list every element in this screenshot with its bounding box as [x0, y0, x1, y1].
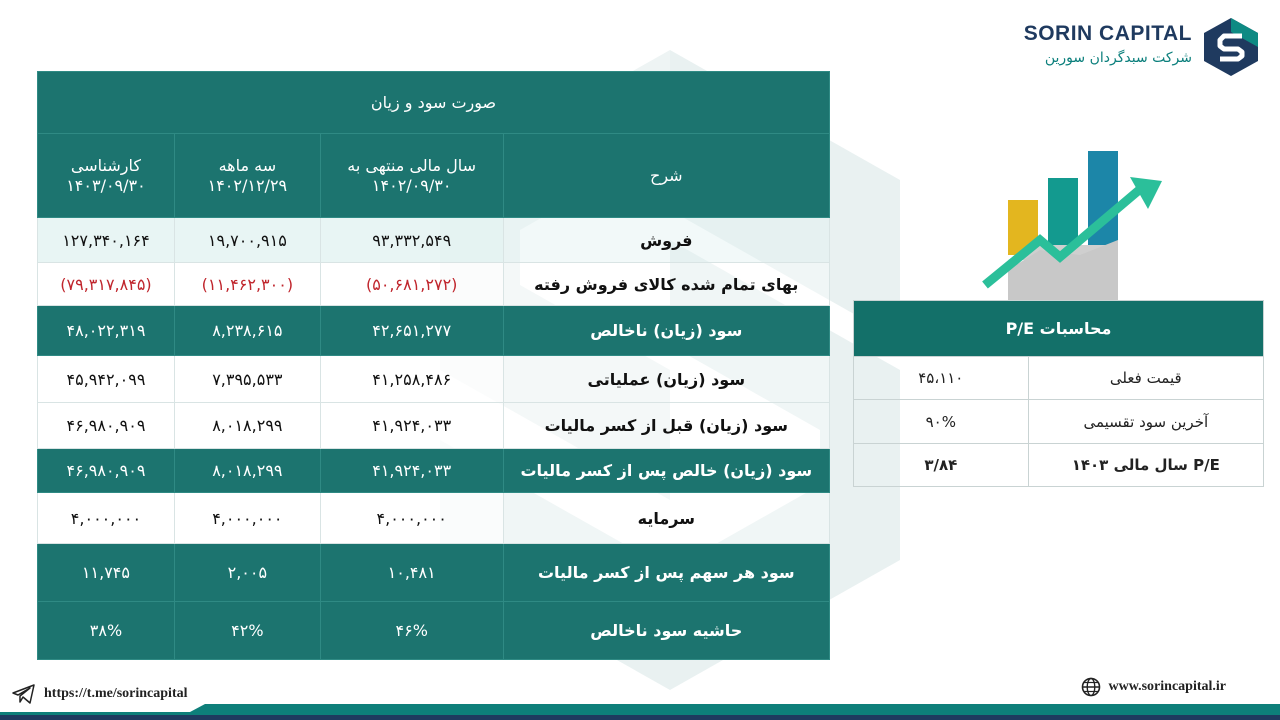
pe-value: ۹۰% [854, 400, 1029, 444]
row-value: ۴۲,۶۵۱,۲۷۷ [320, 306, 503, 356]
website-link[interactable] [1081, 677, 1226, 697]
website-url[interactable]: www.sorincapital.ir [1108, 679, 1226, 694]
row-value: ۴۸,۰۲۲,۳۱۹ [38, 306, 175, 356]
row-value: (۵۰,۶۸۱,۲۷۲) [320, 263, 503, 306]
row-label: سود (زیان) ناخالص [503, 306, 829, 356]
brand-name: SORIN CAPITAL [1023, 22, 1192, 45]
table-row [38, 602, 830, 660]
row-value: ۴۱,۲۵۸,۴۸۶ [320, 356, 503, 403]
row-value: ۴۶% [320, 602, 503, 660]
row-value: ۱۱,۷۴۵ [38, 544, 175, 602]
row-value: ۳۸% [38, 602, 175, 660]
row-value: ۴۱,۹۲۴,۰۳۳ [320, 449, 503, 493]
row-value: ۹۳,۳۳۲,۵۴۹ [320, 218, 503, 263]
row-value: ۱۲۷,۳۴۰,۱۶۴ [38, 218, 175, 263]
header-col3-line1: کارشناسی [70, 155, 141, 175]
row-value: ۴۵,۹۴۲,۰۹۹ [38, 356, 175, 403]
row-value: ۴,۰۰۰,۰۰۰ [38, 493, 175, 544]
pe-key: قیمت فعلی [1028, 357, 1263, 400]
row-value: ۱۰,۴۸۱ [320, 544, 503, 602]
pe-title: محاسبات P/E [854, 301, 1264, 357]
header-col3-line2: ۱۴۰۳/۰۹/۳۰ [66, 175, 146, 195]
table-row [38, 218, 830, 263]
pe-calculation-table [853, 300, 1264, 487]
row-value: (۷۹,۳۱۷,۸۴۵) [38, 263, 175, 306]
row-value: ۸,۲۳۸,۶۱۵ [174, 306, 320, 356]
table-row [38, 544, 830, 602]
header-col3 [38, 134, 175, 218]
footer-bar [0, 704, 1280, 720]
row-value: ۴,۰۰۰,۰۰۰ [320, 493, 503, 544]
row-label: سود (زیان) قبل از کسر مالیات [503, 403, 829, 449]
pe-key: آخرین سود تقسیمی [1028, 400, 1263, 444]
pe-key: P/E سال مالی ۱۴۰۳ [1028, 444, 1263, 487]
header-col1 [320, 134, 503, 218]
brand-subtitle: شرکت سبدگردان سورین [1044, 50, 1192, 66]
income-statement-title: صورت سود و زیان [38, 72, 830, 134]
row-value: ۷,۳۹۵,۵۳۳ [174, 356, 320, 403]
row-value: (۱۱,۴۶۲,۳۰۰) [174, 263, 320, 306]
brand-logo [1002, 16, 1262, 78]
header-col1-line2: ۱۴۰۲/۰۹/۳۰ [371, 175, 452, 195]
table-row [854, 400, 1264, 444]
table-row [38, 263, 830, 306]
row-label: سود هر سهم پس از کسر مالیات [503, 544, 829, 602]
row-label: سود (زیان) عملیاتی [503, 356, 829, 403]
row-label: سود (زیان) خالص پس از کسر مالیات [503, 449, 829, 493]
table-row [38, 493, 830, 544]
table-row [38, 356, 830, 403]
table-row [38, 403, 830, 449]
row-value: ۲,۰۰۵ [174, 544, 320, 602]
telegram-link[interactable] [12, 684, 188, 704]
row-label: فروش [503, 218, 829, 263]
row-value: ۴۲% [174, 602, 320, 660]
pe-value: ۳/۸۴ [854, 444, 1029, 487]
globe-icon [1081, 677, 1101, 697]
row-value: ۸,۰۱۸,۲۹۹ [174, 403, 320, 449]
telegram-url[interactable]: https://t.me/sorincapital [44, 686, 188, 701]
row-label: بهای تمام شده کالای فروش رفته [503, 263, 829, 306]
header-col2 [174, 134, 320, 218]
income-statement-table [37, 71, 830, 660]
row-value: ۴,۰۰۰,۰۰۰ [174, 493, 320, 544]
row-label: سرمایه [503, 493, 829, 544]
row-value: ۴۶,۹۸۰,۹۰۹ [38, 403, 175, 449]
table-row [854, 357, 1264, 400]
header-col2-line1: سه ماهه [218, 155, 277, 175]
pe-value: ۴۵،۱۱۰ [854, 357, 1029, 400]
row-value: ۸,۰۱۸,۲۹۹ [174, 449, 320, 493]
table-row [38, 306, 830, 356]
row-value: ۴۱,۹۲۴,۰۳۳ [320, 403, 503, 449]
row-value: ۱۹,۷۰۰,۹۱۵ [174, 218, 320, 263]
sorin-logo-icon [1200, 16, 1262, 78]
table-row [854, 444, 1264, 487]
table-row [38, 449, 830, 493]
header-description: شرح [503, 134, 829, 218]
telegram-icon [12, 684, 36, 704]
row-label: حاشیه سود ناخالص [503, 602, 829, 660]
header-col2-line2: ۱۴۰۲/۱۲/۲۹ [207, 175, 288, 195]
row-value: ۴۶,۹۸۰,۹۰۹ [38, 449, 175, 493]
header-col1-line1: سال مالی منتهی به [347, 155, 477, 175]
growth-chart-icon [980, 145, 1170, 305]
